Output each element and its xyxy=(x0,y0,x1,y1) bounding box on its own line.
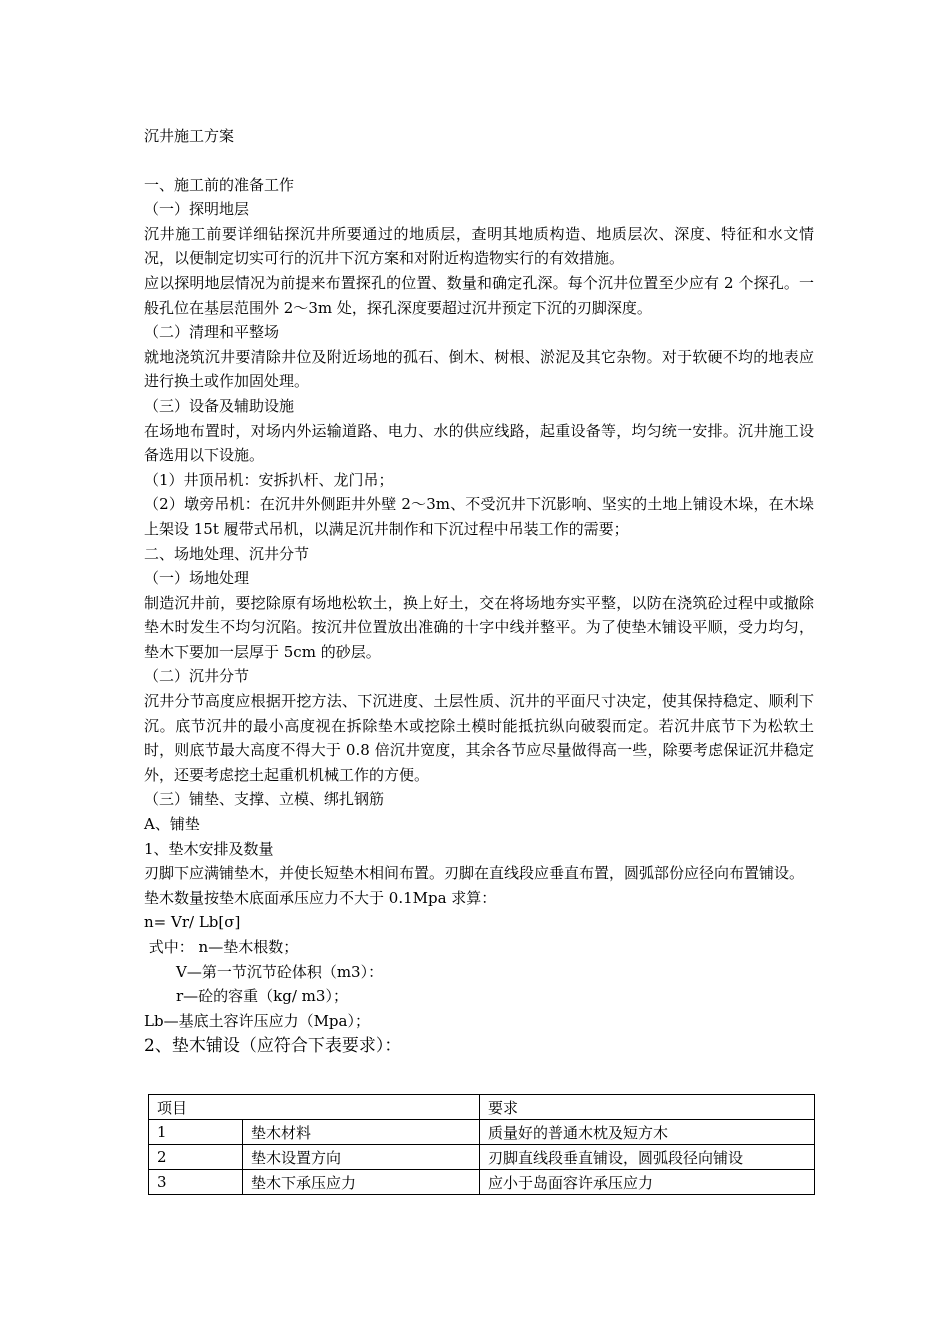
subsection-a1-paragraph-2: 垫木数量按垫木底面承压应力不大于 0.1Mpa 求算： xyxy=(144,888,497,907)
table-row xyxy=(149,1170,815,1195)
table-cell-requirement: 刃脚直线段垂直铺设，圆弧段径向铺设 xyxy=(480,1145,815,1170)
section-2-heading: 二、场地处理、沉井分节 xyxy=(144,544,310,563)
section-1-1-heading: （一）探明地层 xyxy=(144,200,250,219)
formula: n= Vr/ Lb[σ] xyxy=(144,913,241,932)
subsection-a2-heading: 2、垫木铺设（应符合下表要求）： xyxy=(144,1036,402,1057)
formula-where-n: 式中： n—垫木根数； xyxy=(144,938,299,956)
section-2-1-heading: （一）场地处理 xyxy=(144,569,250,588)
section-1-3-heading: （三）设备及辅助设施 xyxy=(144,396,295,415)
table-cell-item: 垫木设置方向 xyxy=(243,1145,480,1170)
formula-where-v: V—第一节沉节砼体积（m3）： xyxy=(176,962,384,981)
section-2-2-heading: （二）沉井分节 xyxy=(144,667,250,686)
section-1-3-paragraph: 在场地布置时，对场内外运输道路、电力、水的供应线路，起重设备等，均匀统一安排。沉井施工设备选用以下设施。 xyxy=(144,421,814,465)
section-2-2-paragraph: 沉井分节高度应根据开挖方法、下沉进度、土层性质、沉井的平面尺寸决定，使其保持稳定、顺利下沉。底节沉井的最小高度视在拆除垫木或挖除土模时能抵抗纵向破裂而定。若沉井底节下为松软土时，则底节最大高度不得大于 0.8 倍沉井宽度，其余各节应尽量做得高一些，除要考虑保证沉井稳定外，还要考虑挖土起重机机械工作的方便。 xyxy=(144,692,814,784)
section-1-heading: 一、施工前的准备工作 xyxy=(144,175,295,194)
subsection-a-heading: A、铺垫 xyxy=(144,815,200,834)
formula-where-r: r—砼的容重（kg/ m3）； xyxy=(176,987,348,1006)
equipment-item-1: （1）井顶吊机：安拆扒杆、龙门吊； xyxy=(144,470,394,489)
table-cell-number: 2 xyxy=(149,1145,243,1170)
subsection-a1-heading: 1、垫木安排及数量 xyxy=(144,839,274,858)
table-row xyxy=(149,1145,815,1170)
table-cell-item: 垫木下承压应力 xyxy=(243,1170,480,1195)
section-1-1-paragraph-2: 应以探明地层情况为前提来布置探孔的位置、数量和确定孔深。每个沉井位置至少应有 2 个探孔。一般孔位在基层范围外 2～3m 处，探孔深度要超过沉井预定下沉的刃脚深度。 xyxy=(144,273,814,317)
subsection-a1-paragraph-1: 刃脚下应满铺垫木，并使长短垫木相间布置。刃脚在直线段应垂直布置，圆弧部份应径向布置铺设。 xyxy=(144,864,805,883)
section-2-3-heading: （三）铺垫、支撑、立模、绑扎钢筋 xyxy=(144,790,385,809)
formula-where-lb: Lb—基底土容许压应力（Mpa）； xyxy=(144,1011,370,1030)
table-cell-requirement: 质量好的普通木枕及短方木 xyxy=(480,1120,815,1145)
section-1-2-paragraph: 就地浇筑沉井要清除井位及附近场地的孤石、倒木、树根、淤泥及其它杂物。对于软硬不均的地表应进行换土或作加固处理。 xyxy=(144,347,814,391)
table-header-requirement: 要求 xyxy=(480,1095,815,1120)
table-cell-number: 3 xyxy=(149,1170,243,1195)
requirements-table xyxy=(148,1094,815,1195)
document-body xyxy=(144,124,814,1059)
table-header-item: 项目 xyxy=(149,1095,480,1120)
section-1-1-paragraph-1: 沉井施工前要详细钻探沉井所要通过的地质层，查明其地质构造、地质层次、深度、特征和水文情况，以便制定切实可行的沉井下沉方案和对附近构造物实行的有效措施。 xyxy=(144,224,814,268)
equipment-item-2: （2）墩旁吊机：在沉井外侧距井外壁 2～3m、不受沉井下沉影响、坚实的土地上铺设木垛，在木垛上架设 15t 履带式吊机，以满足沉井制作和下沉过程中吊装工作的需要； xyxy=(144,495,814,538)
section-1-2-heading: （二）清理和平整场 xyxy=(144,323,280,342)
table-header-row xyxy=(149,1095,815,1120)
section-2-1-paragraph: 制造沉井前，要挖除原有场地松软土，换上好土，交在将场地夯实平整，以防在浇筑砼过程中或撤除垫木时发生不均匀沉陷。按沉井位置放出准确的十字中线并整平。为了使垫木铺设平顺，受力均匀，垫木下要加一层厚于 5cm 的砂层。 xyxy=(144,593,814,661)
table-row xyxy=(149,1120,815,1145)
table-cell-number: 1 xyxy=(149,1120,243,1145)
table-cell-item: 垫木材料 xyxy=(243,1120,480,1145)
table-cell-requirement: 应小于岛面容许承压应力 xyxy=(480,1170,815,1195)
document-title: 沉井施工方案 xyxy=(144,127,235,145)
